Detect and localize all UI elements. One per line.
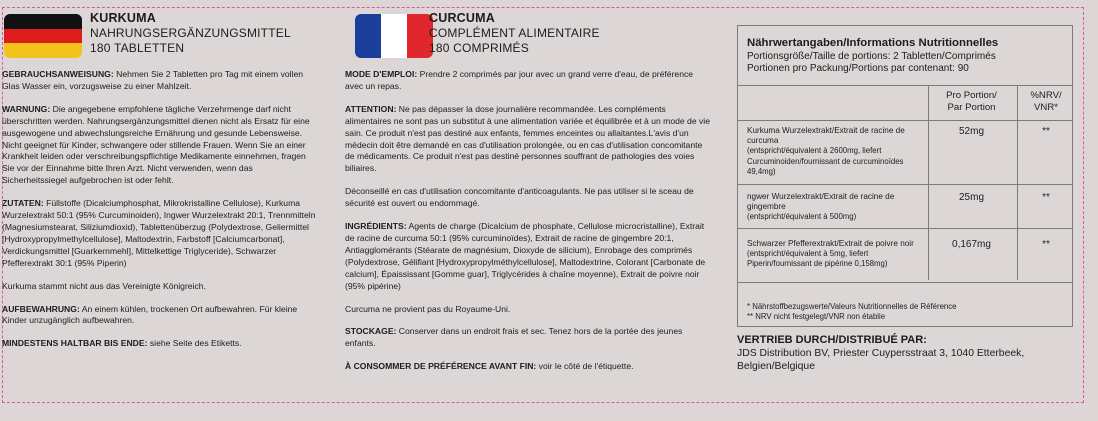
table-row [738,228,1072,283]
servings-per-pack: Portionen pro Packung/Portions par contenant: 90 [747,63,969,74]
amount-column-header: Pro Portion/ Par Portion [946,90,997,113]
product-name-de: KURKUMA [90,11,156,25]
best-before-de: MINDESTENS HALTBAR BIS ENDE: siehe Seite des Etiketts. [2,338,242,349]
flag-stripe-white [381,14,407,58]
distributor-address: JDS Distribution BV, Priester Cuypersstraat 3, 1040 Etterbeek, Belgien/Belgique [737,348,1025,372]
table-footer-divider [738,282,1072,283]
anticoagulant-note-fr: Déconseillé en cas d'utilisation concomitante d'anticoagulants. Ne pas utiliser si le sceau de sécurité est ouvert ou endommagé. [345,186,694,209]
ingredients-fr: INGRÉDIENTS: Agents de charge (Dicalcium de phosphate, Cellulose microcristalline), Extrait de racine de curcuma 50:1 (95% curcuminoïdes), Extrait de racine de gingembre 20:1, Antiagglomérants (Stéarate de magnésium, Dioxyde de silicium), Enrobage des comprimés (Polydextrose, Gélifiant [Hydroxypropylméthylcellulose], Maltodextrine, Colorant [Carbonate de calcium], Épaississant [Gomme guar], Triglycérides à chaîne moyenne), Extrait de poivre noir (95% pipérine) [345,221,706,291]
ingredients-de: ZUTATEN: Füllstoffe (Dicalciumphosphat, Mikrokristalline Cellulose), Kurkuma Wurzelextrakt 50:1 (95% Curcuminoiden), Ingwer Wurzelextrakt 20:1, Trennmitteln (Magnesiumstearat, Siliziumdioxid), Tablettenüberzug (Polydextrose, Geliermittel [Hydroxypropylmethylcellulose], Maltodextrin, Farbstoff [Calciumcarbonat], Verdickungsmittel [Guarkernmehl], Mittelkettige Triglyceride), Schwarzer Pfefferextrakt 30:1 (95% Piperin) [2,198,316,268]
usage-fr: MODE D'EMPLOI: Prendre 2 comprimés par jour avec un grand verre d'eau, de préférence avec un repas. [345,69,694,91]
storage-fr: STOCKAGE: Conserver dans un endroit frais et sec. Tenez hors de la portée des jeunes enfants. [345,326,683,349]
nrv-column-header: %NRV/ VNR* [1030,90,1062,113]
german-column [2,0,318,361]
nutrient-nrv: ** [1042,239,1050,250]
serving-size: Portionsgröße/Taille de portions: 2 Tabletten/Comprimés [747,51,996,62]
nutrient-amount: 52mg [958,126,984,137]
table-row [738,120,1072,185]
nutrient-amount: 0,167mg [952,239,991,250]
nutrition-title: Nährwertangaben/Informations Nutritionnelles [747,37,999,49]
warning-fr: ATTENTION: Ne pas dépasser la dose journalière recommandée. Les compléments alimentaires ne sont pas un substitut à une alimentation variée et équilibrée et à un mode de vie sain. Ce produit n'est pas destiné aux enfants, femmes enceintes ou allaitantes.L'avis d'un médecin doit être demandé en cas d'utilisation prolongée, ou en cas d'utilisation concomitante de médicaments. Ce produit n'est pas destiné personnes souffrant de pathologies des voies biliaires. [345,103,710,174]
product-subtitle-de: NAHRUNGSERGÄNZUNGSMITTEL [90,26,291,40]
nutrition-footnotes: * Nährstoffbezugswerte/Valeurs Nutritionnelles de Référence ** NRV nicht festgelegt/VNR non établie [747,302,957,321]
flag-stripe-gold [4,43,82,58]
nutrient-name: Kurkuma Wurzelextrakt/Extrait de racine de curcuma (entspricht/équivalent à 2600mg, liefert Curcuminoiden/fournissant de curcuminoïdes 49,4mg) [747,126,905,176]
nutrient-nrv: ** [1042,192,1050,203]
product-count-fr: 180 COMPRIMÉS [429,41,529,55]
warning-de: WARNUNG: Die angegebene empfohlene tägliche Verzehrmenge darf nicht überschritten werden. Nahrungsergänzungsmittel dienen nicht als Ersatz für eine ausgewogene und abwechslungsreiche Ernährung und gesunde Lebensweise. Nicht geeignet für Kinder, schwangere oder stillende Frauen. Wenn Sie an einer Krankheit leiden oder verschreibungspflichtige Medikamente einnehmen, fragen Sie vor der Einnahme bitte Ihren Arzt. Nicht verwenden, wenn das Sicherheitssiegel aufgebrochen ist oder fehlt. [2,103,310,186]
table-header-row [738,85,1072,121]
usage-de: GEBRAUCHSANWEISUNG: Nehmen Sie 2 Tabletten pro Tag mit einem vollen Glas Wasser ein, vorzugsweise zu einer Mahlzeit. [2,69,304,91]
table-row [738,184,1072,229]
french-flag-icon [355,14,433,58]
product-subtitle-fr: COMPLÉMENT ALIMENTAIRE [429,26,600,40]
nutrient-amount: 25mg [958,192,984,203]
flag-stripe-red [4,29,82,44]
product-count-de: 180 TABLETTEN [90,41,185,55]
nutrient-name: Schwarzer Pfefferextrakt/Extrait de poivre noir (entspricht/équivalent à 5mg, liefert Piperin/fournissant de pipérine 0,158mg) [747,239,914,269]
origin-de: Kurkuma stammt nicht aus das Vereinigte Königreich. [2,280,206,291]
german-flag-icon [4,14,82,58]
flag-stripe-blue [355,14,381,58]
distributor-info [737,334,1067,373]
flag-stripe-black [4,14,82,29]
french-column [345,0,713,384]
best-before-fr: À CONSOMMER DE PRÉFÉRENCE AVANT FIN: voir le côté de l'étiquette. [345,361,634,372]
storage-de: AUFBEWAHRUNG: An einem kühlen, trockenen Ort aufbewahren. Für kleine Kinder unzugänglich aufbewahren. [2,303,298,326]
distributor-title: VERTRIEB DURCH/DISTRIBUÉ PAR: [737,334,927,346]
origin-fr: Curcuma ne provient pas du Royaume-Uni. [345,303,511,314]
nutrient-name: ngwer Wurzelextrakt/Extrait de racine de gingembre (entspricht/équivalent à 500mg) [747,192,895,222]
nutrient-nrv: ** [1042,126,1050,137]
product-name-fr: CURCUMA [429,11,495,25]
nutrition-table [737,25,1073,327]
